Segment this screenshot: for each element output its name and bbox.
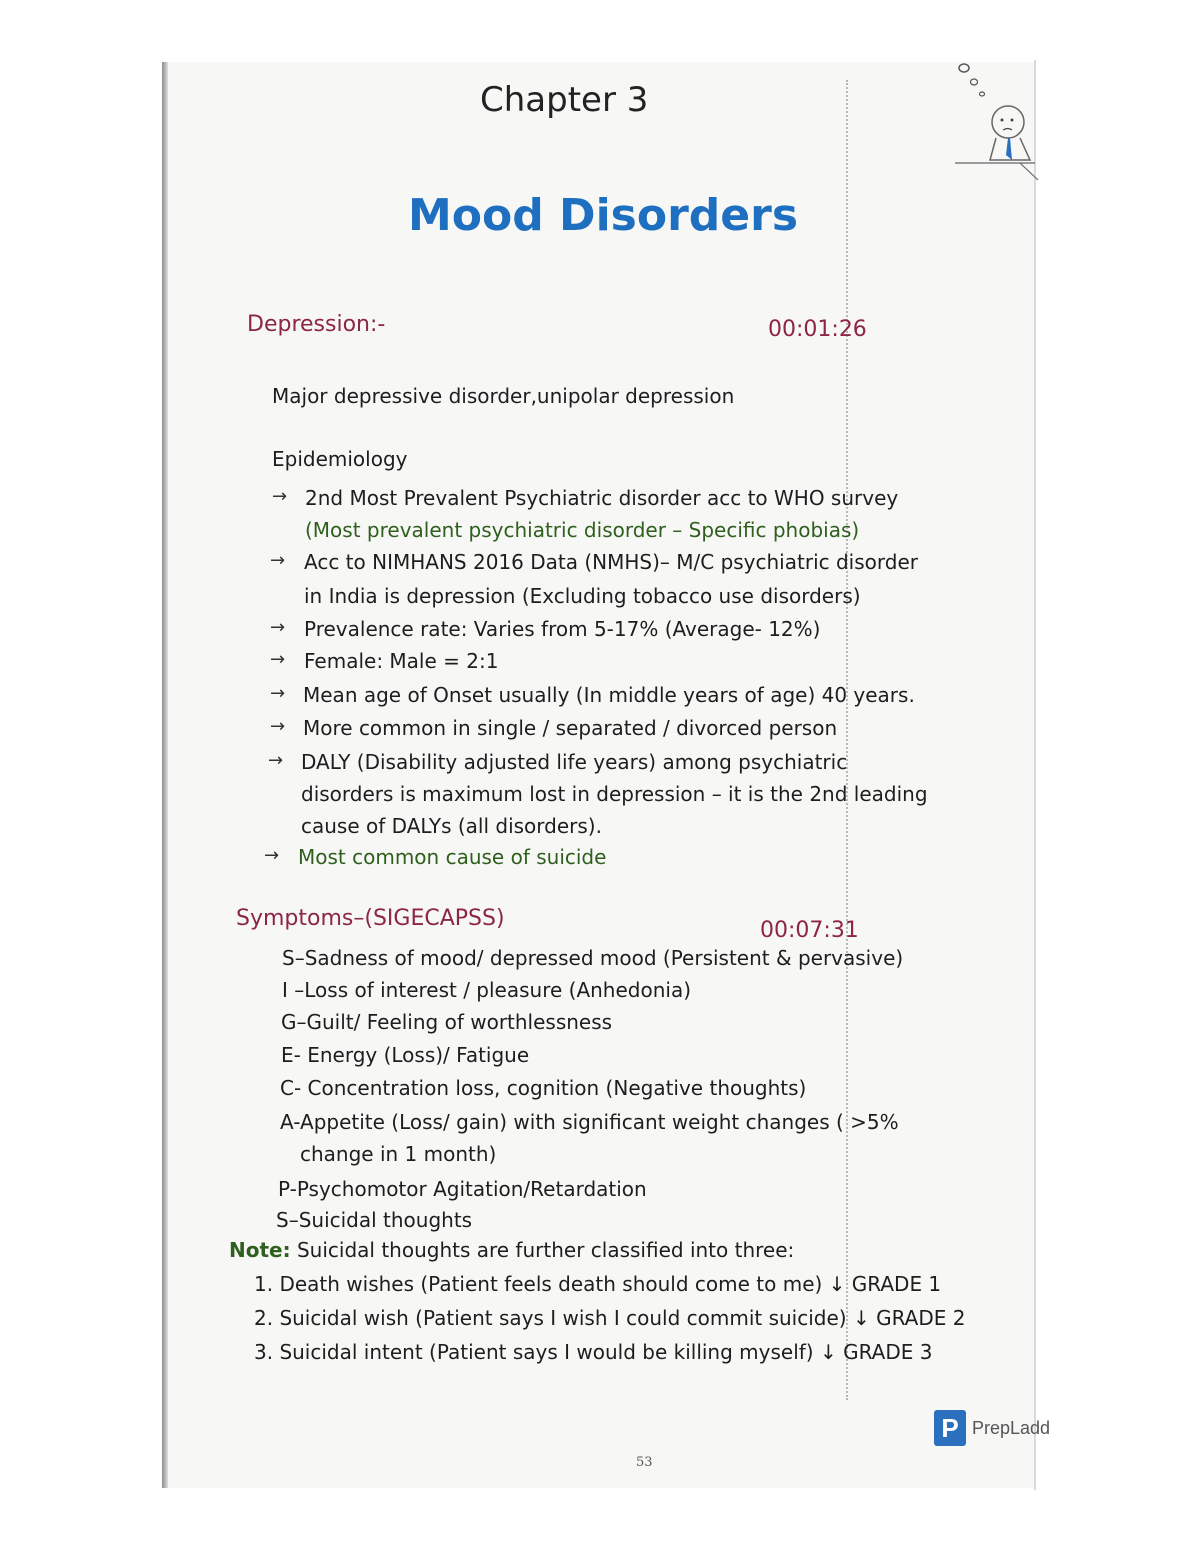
grade-item: 3. Suicidal intent (Patient says I would be killing myself) ↓ GRADE 3	[254, 1340, 933, 1364]
list-item: disorders is maximum lost in depression – it is the 2nd leading	[301, 782, 928, 806]
symptom-item: C- Concentration loss, cognition (Negative thoughts)	[280, 1076, 807, 1100]
list-item: More common in single / separated / divorced person	[303, 716, 838, 740]
logo-mark-icon: P	[934, 1410, 966, 1446]
arrow-icon: →	[270, 649, 286, 670]
list-item: in India is depression (Excluding tobacco use disorders)	[304, 584, 861, 608]
depression-intro: Major depressive disorder,unipolar depression	[272, 384, 735, 408]
chapter-title: Mood Disorders	[408, 190, 799, 241]
arrow-icon: →	[270, 683, 286, 704]
note-text: Suicidal thoughts are further classified into three:	[296, 1238, 795, 1262]
arrow-icon: →	[270, 716, 286, 737]
symptom-item: P-Psychomotor Agitation/Retardation	[278, 1177, 647, 1201]
margin-dotted-line	[846, 80, 848, 1400]
list-item: Mean age of Onset usually (In middle years of age) 40 years.	[303, 683, 915, 707]
grade-item: 2. Suicidal wish (Patient says I wish I could commit suicide) ↓ GRADE 2	[254, 1306, 966, 1330]
list-item: DALY (Disability adjusted life years) among psychiatric	[301, 750, 848, 774]
grade-item: 1. Death wishes (Patient feels death should come to me) ↓ GRADE 1	[254, 1272, 942, 1296]
epidemiology-heading: Epidemiology	[272, 447, 408, 471]
symptom-item: change in 1 month)	[300, 1142, 497, 1166]
depression-timestamp: 00:01:26	[768, 317, 867, 342]
arrow-icon: →	[268, 750, 284, 771]
list-item: cause of DALYs (all disorders).	[301, 814, 602, 838]
list-item: Female: Male = 2:1	[304, 649, 499, 673]
symptoms-heading: Symptoms–(SIGECAPSS)	[236, 906, 505, 931]
symptom-item: S–Suicidal thoughts	[276, 1208, 473, 1232]
arrow-icon: →	[264, 845, 280, 866]
list-item: (Most prevalent psychiatric disorder – Specific phobias)	[305, 518, 860, 542]
chapter-label: Chapter 3	[480, 80, 649, 120]
page-number: 53	[636, 1455, 653, 1470]
symptom-item: E- Energy (Loss)/ Fatigue	[281, 1043, 530, 1067]
next-page-edge	[1034, 60, 1036, 1490]
list-item: Prevalence rate: Varies from 5-17% (Average- 12%)	[304, 617, 821, 641]
note-label: Note:	[229, 1238, 291, 1262]
list-item: Most common cause of suicide	[298, 845, 607, 869]
symptom-item: A-Appetite (Loss/ gain) with significant weight changes ( >5%	[280, 1110, 899, 1134]
list-item: 2nd Most Prevalent Psychiatric disorder acc to WHO survey	[305, 486, 899, 510]
page-edge	[162, 62, 168, 1488]
brand-logo	[934, 1410, 1051, 1450]
logo-text: PrepLadd	[972, 1418, 1051, 1438]
thinking-figure-icon	[950, 60, 1040, 185]
symptom-item: I –Loss of interest / pleasure (Anhedonia)	[282, 978, 692, 1002]
symptoms-timestamp: 00:07:31	[760, 918, 859, 943]
depression-heading: Depression:-	[247, 312, 386, 337]
note	[229, 1238, 794, 1262]
arrow-icon: →	[270, 617, 286, 638]
arrow-icon: →	[270, 550, 286, 571]
list-item: Acc to NIMHANS 2016 Data (NMHS)– M/C psychiatric disorder	[304, 550, 918, 574]
symptom-item: G–Guilt/ Feeling of worthlessness	[281, 1010, 613, 1034]
symptom-item: S–Sadness of mood/ depressed mood (Persistent & pervasive)	[282, 946, 904, 970]
arrow-icon: →	[272, 486, 288, 507]
